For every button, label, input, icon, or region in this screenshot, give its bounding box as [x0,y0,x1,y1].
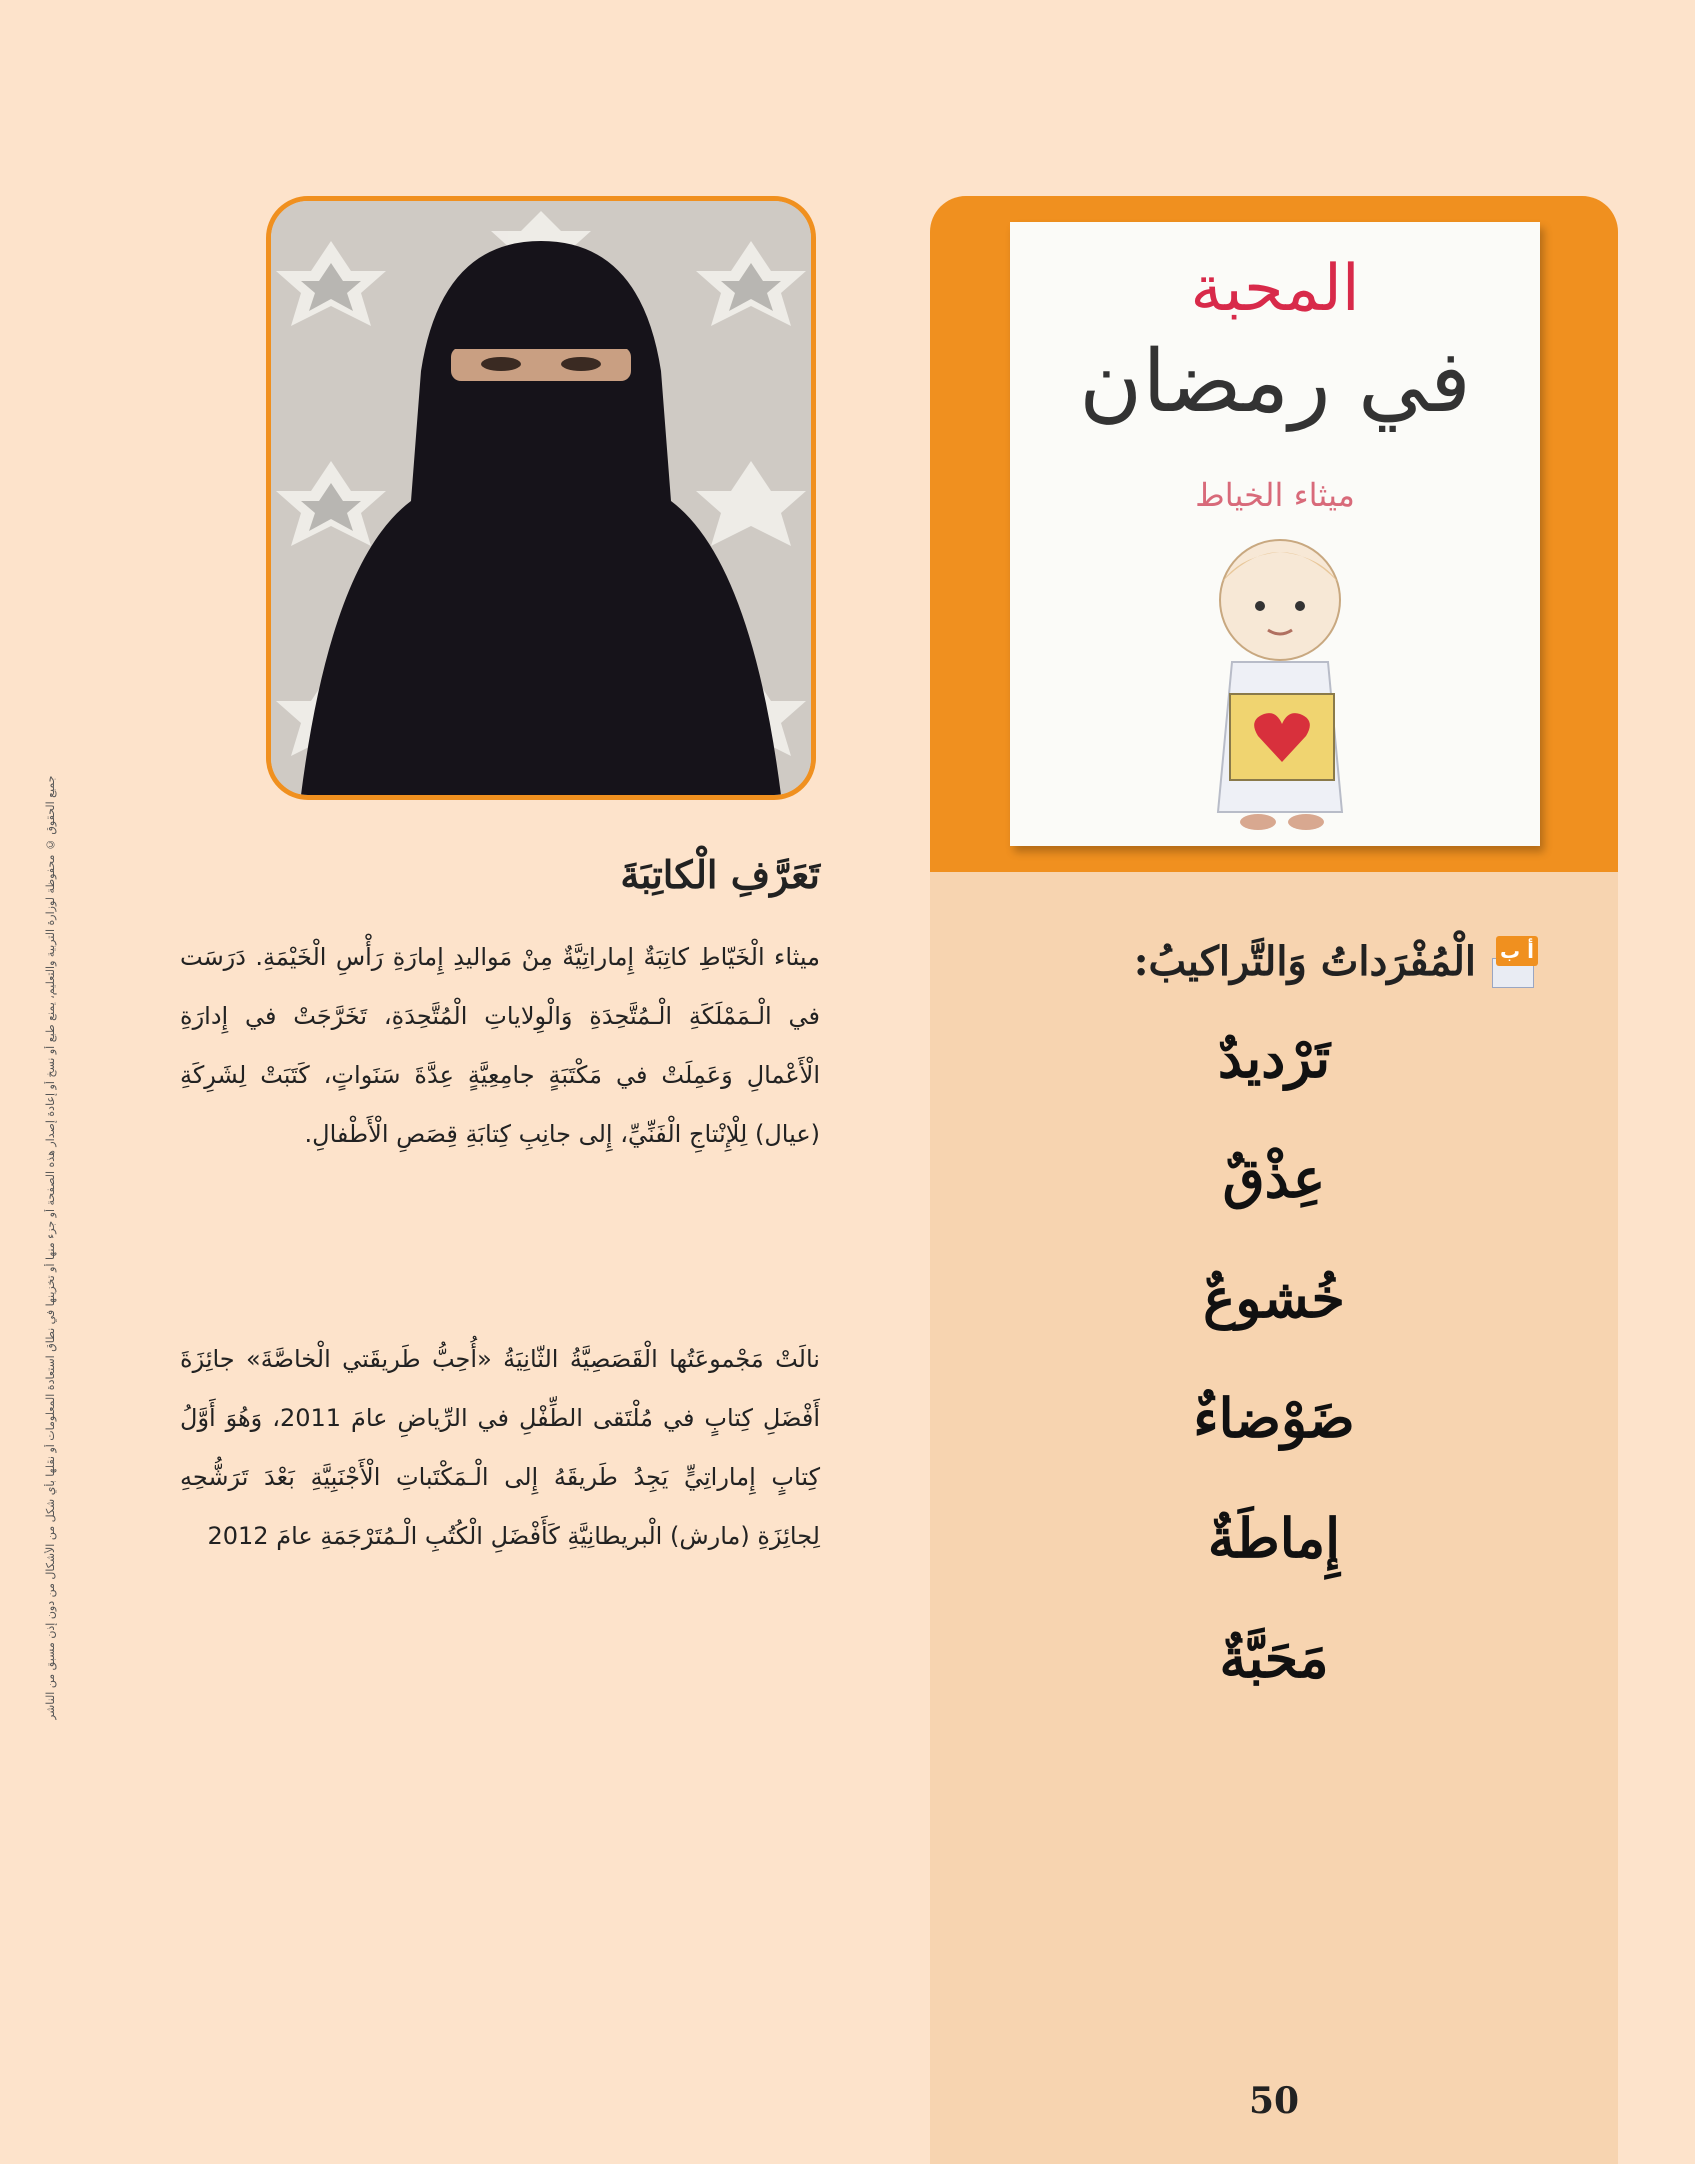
vocabulary-word: خُشوعٌ [1203,1266,1345,1330]
vocabulary-word: إِماطَةٌ [1207,1506,1341,1570]
page-number: 50 [1248,2080,1300,2122]
book-cover-author: ميثاء الخياط [1195,476,1355,514]
vocabulary-heading [1134,936,1538,986]
vocabulary-icon: أ ب [1488,936,1538,986]
author-heading: تَعَرَّفِ الْكاتِبَةَ [620,852,820,897]
author-photo [266,196,816,800]
author-photo-image [271,201,811,795]
vocabulary-word: ضَوْضاءٌ [1193,1386,1355,1450]
book-cover-band [930,196,1618,872]
vocabulary-word: تَرْديدٌ [1217,1026,1331,1090]
author-bio-paragraph-2 [180,1330,820,1566]
copyright-note: جميع الحقوق © محفوظة لوزارة التربية والتعليم، يمنع طبع أو نسخ أو إعادة إصدار هذه الصفحة أو جزء منها أو تخزينها في نطاق استعادة المعلومات أو نقلها بأي شكل من الأشكال من دون إذن مسبق من الناشر [44,775,57,1720]
book-cover [1010,222,1540,846]
vocabulary-title: الْمُفْرَداتُ وَالتَّراكيبُ: [1133,937,1476,985]
vocabulary-word: عِذْقٌ [1222,1146,1326,1210]
author-bio-text: نالَتْ مَجْموعَتُها الْقَصَصِيَّةُ الثّانِيَةُ «أُحِبُّ طَريقَتي الْخاصَّةَ» جائِزَةَ أَفْضَلِ كِتابٍ في مُلْتَقى الطِّفْلِ في الرِّياضِ عامَ 2011، وَهُوَ أَوَّلُ كِتابٍ إِماراتِيٍّ يَجِدُ طَريقَهُ إِلى الْـمَكْتَباتِ الْأَجْنَبِيَّةِ بَعْدَ تَرَشُّحِهِ لِجائِزَةِ (مارش) الْبريطانِيَّةِ كَأَفْضَلِ الْكُتُبِ الْـمُتَرْجَمَةِ عامَ 2012 [180,1345,821,1550]
author-bio-text: ميثاء الْخَيّاطِ كاتِبَةٌ إِماراتِيَّةٌ مِنْ مَواليدِ إِمارَةِ رَأْسِ الْخَيْمَةِ. دَرَسَت في الْـمَمْلَكَةِ الْـمُتَّحِدَةِ وَالْوِلاياتِ الْمُتَّحِدَةِ، تَخَرَّجَتْ في إِدارَةِ الْأَعْمالِ وَعَمِلَتْ في مَكْتَبَةٍ جامِعِيَّةٍ عِدَّةَ سَنَواتٍ، كَتَبَتْ لِشَرِكَةِ (عيال) لِلْإِنْتاجِ الْفَنِّيِّ، إِلى جانِبِ كِتابَةِ قِصَصِ الْأَطْفالِ. [180,943,820,1148]
vocabulary-word: مَحَبَّةٌ [1219,1626,1329,1690]
child-illustration [1160,522,1400,842]
book-cover-title: المحبة [1190,252,1360,326]
vocabulary-panel [930,196,1618,2164]
author-bio-paragraph-1 [180,928,820,1164]
book-cover-subtitle: في رمضان [1079,332,1471,432]
